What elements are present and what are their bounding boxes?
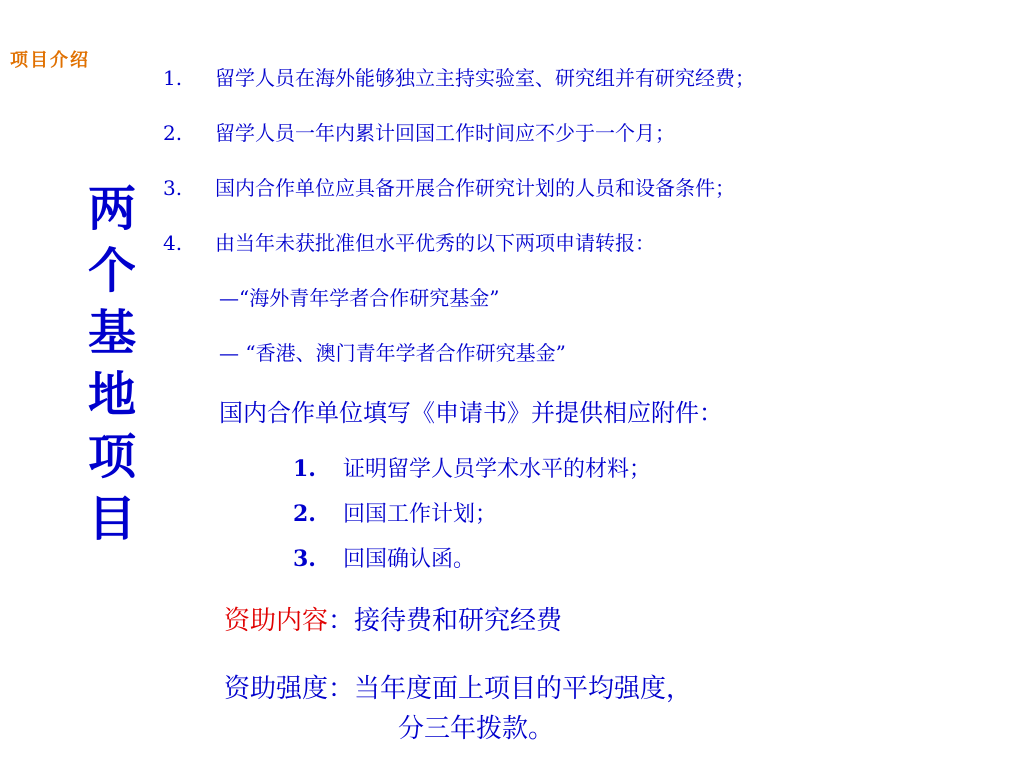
application-heading: 国内合作单位填写《申请书》并提供相应附件： (219, 399, 723, 427)
section-label: 项目介绍 (10, 50, 90, 71)
requirement-text: 国内合作单位应具备开展合作研究计划的人员和设备条件； (215, 176, 735, 200)
attachment-number: 1. (293, 456, 316, 482)
requirement-number: 3. (163, 176, 183, 200)
transfer-item: —“海外青年学者合作研究基金” (219, 286, 500, 310)
requirement-item (163, 62, 755, 91)
funding-content-value: 接待费和研究经费 (354, 606, 563, 636)
funding-intensity-label: 资助强度： (224, 674, 355, 704)
attachment-item (293, 542, 475, 573)
requirement-item (163, 117, 675, 146)
side-title-char: 地 (87, 367, 136, 423)
side-title-char: 个 (87, 243, 136, 299)
side-title-char: 目 (87, 491, 136, 547)
attachment-text: 证明留学人员学术水平的材料； (343, 457, 652, 482)
attachment-text: 回国确认函。 (343, 547, 476, 572)
funding-intensity-line2: 分三年拨款。 (398, 714, 555, 744)
funding-content-label: 资助内容 (224, 606, 329, 636)
funding-intensity-line1: 当年度面上项目的平均强度， (354, 674, 693, 704)
side-title-char: 两 (87, 181, 136, 237)
side-title-char: 项 (87, 429, 136, 485)
requirement-number: 4. (163, 231, 183, 255)
attachment-item (293, 452, 651, 483)
requirement-item (163, 172, 735, 201)
requirement-text: 由当年未获批准但水平优秀的以下两项申请转报： (215, 231, 655, 255)
attachment-text: 回国工作计划； (343, 502, 498, 527)
attachment-number: 3. (293, 546, 316, 572)
side-title-char: 基 (87, 305, 136, 361)
requirement-number: 2. (163, 121, 183, 145)
transfer-item: — “香港、澳门青年学者合作研究基金” (219, 341, 566, 365)
funding-intensity-line (224, 668, 692, 705)
attachment-number: 2. (293, 501, 316, 527)
requirement-item (163, 227, 655, 256)
attachment-item (293, 497, 497, 528)
funding-content-line (224, 600, 562, 637)
requirement-number: 1. (163, 66, 183, 90)
requirement-text: 留学人员在海外能够独立主持实验室、研究组并有研究经费； (215, 66, 755, 90)
requirement-text: 留学人员一年内累计回国工作时间应不少于一个月； (215, 121, 675, 145)
side-title (82, 178, 142, 550)
funding-content-colon: ： (328, 606, 355, 636)
